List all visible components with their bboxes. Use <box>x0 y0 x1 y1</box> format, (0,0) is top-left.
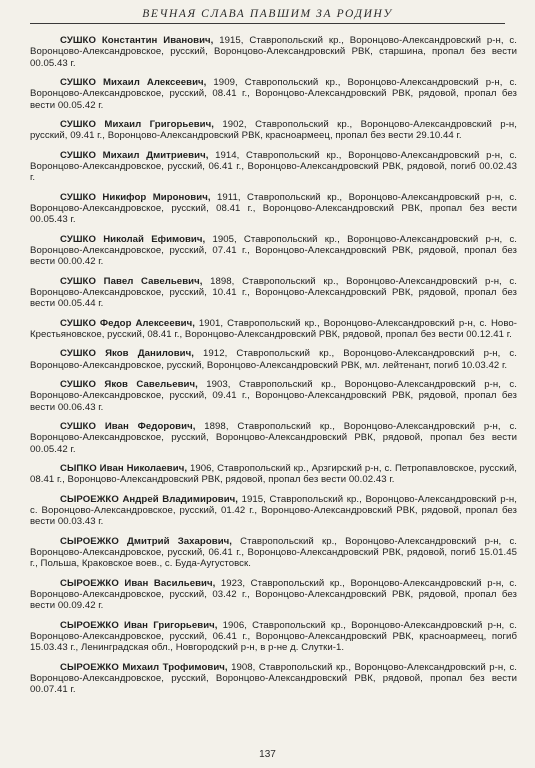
entry-details: 1902, Ставропольский кр., Воронцово-Александровский р-н, русский, 09.41 г., Воронцово-Александровский РВК, красноармеец, пропал без вести 29.10.44 г. <box>30 118 517 142</box>
entry-details: 1915, Ставропольский кр., Воронцово-Александровский р-н, с. Воронцово-Александровское, русский, 01.42 г., Воронцово-Александровский РВК, рядовой, пропал без вести 00.03.43 г. <box>30 493 517 528</box>
entry-name: СЫРОЕЖКО Иван Васильевич, <box>60 577 216 589</box>
list-item <box>30 662 517 696</box>
entry-name: СУШКО Михаил Дмитриевич, <box>60 149 209 161</box>
entry-details: 1906, Ставропольский кр., Воронцово-Александровский р-н, с. Воронцово-Александровское, русский, 06.41 г., Воронцово-Александровский РВК, красноармеец, погиб 15.03.43 г., Ленинградская обл., Новгородский р-н, в р-не д. Слутки-1. <box>30 619 517 654</box>
list-item <box>30 421 517 455</box>
running-header: ВЕЧНАЯ СЛАВА ПАВШИМ ЗА РОДИНУ <box>30 8 505 24</box>
list-item <box>30 318 517 341</box>
entry-details: 1923, Ставропольский кр., Воронцово-Александровский р-н, с. Воронцово-Александровское, русский, 03.42 г., Воронцово-Александровский РВК, рядовой, пропал без вести 00.09.42 г. <box>30 577 517 612</box>
list-item <box>30 348 517 371</box>
page-number: 137 <box>259 749 276 760</box>
entry-name: СУШКО Михаил Алексеевич, <box>60 76 207 88</box>
list-item <box>30 578 517 612</box>
entry-name: СУШКО Яков Савельевич, <box>60 378 198 390</box>
entry-details: 1914, Ставропольский кр., Воронцово-Александровский р-н, с. Воронцово-Александровское, русский, 06.41 г., Воронцово-Александровский РВК, рядовой, погиб 00.02.43 г. <box>30 149 518 184</box>
entry-details: 1898, Ставропольский кр., Воронцово-Александровский р-н, с. Воронцово-Александровское, русский, Воронцово-Александровский РВК, рядовой, пропал без вести 00.05.42 г. <box>30 420 518 455</box>
entry-name: СЫРОЕЖКО Дмитрий Захарович, <box>60 535 232 547</box>
entry-details: 1911, Ставропольский кр., Воронцово-Александровский р-н, с. Воронцово-Александровское, русский, 08.41 г., Воронцово-Александровский РВК, пропал без вести 00.05.43 г. <box>30 191 517 226</box>
list-item <box>30 192 517 226</box>
entry-name: СУШКО Константин Иванович, <box>60 35 214 46</box>
entry-name: СУШКО Николай Ефимович, <box>60 233 206 245</box>
list-item <box>30 77 517 111</box>
list-item <box>30 150 517 184</box>
entry-details: 1908, Ставропольский кр., Воронцово-Александровский р-н, с. Воронцово-Александровское, русский, Воронцово-Александровский РВК, рядовой, пропал без вести 00.07.41 г. <box>30 661 518 696</box>
entry-list <box>30 35 517 704</box>
entry-name: СЫПКО Иван Николаевич, <box>60 462 188 474</box>
list-item <box>30 620 517 654</box>
entry-name: СУШКО Павел Савельевич, <box>60 275 203 287</box>
list-item <box>30 119 517 142</box>
entry-name: СЫРОЕЖКО Михаил Трофимович, <box>60 661 228 673</box>
entry-details: 1906, Ставропольский кр., Арзгирский р-н, с. Петропавловское, русский, 08.41 г., Воронцово-Александровский РВК, рядовой, пропал без вести 00.02.43 г. <box>30 462 517 486</box>
list-item <box>30 276 517 310</box>
entry-details: 1915, Ставропольский кр., Воронцово-Александровский р-н, с. Воронцово-Александровское, русский, Воронцово-Александровский РВК, старшина, пропал без вести 00.05.43 г. <box>30 35 517 69</box>
entry-name: СУШКО Яков Данилович, <box>60 348 194 360</box>
entry-details: 1901, Ставропольский кр., Воронцово-Александровский р-н, с. Ново-Крестьяновское, русский, 08.41 г., Воронцово-Александровский РВК, рядовой, пропал без вести 00.12.41 г. <box>30 317 517 340</box>
entry-name: СУШКО Михаил Григорьевич, <box>60 118 214 130</box>
entry-details: 1912, Ставропольский кр., Воронцово-Александровский р-н, с. Воронцово-Александровское, русский, Воронцово-Александровский РВК, мл. лейтенант, погиб 10.03.42 г. <box>30 348 517 371</box>
entry-name: СЫРОЕЖКО Иван Григорьевич, <box>60 619 218 631</box>
entry-name: СУШКО Иван Федорович, <box>60 420 196 432</box>
list-item <box>30 35 517 69</box>
entry-details: Ставропольский кр., Воронцово-Александровский р-н, с. Воронцово-Александровское, русский, 06.41 г., Воронцово-Александровский РВК, рядовой, погиб 15.01.45 г., Польша, Краковское воев., с. Буда-Аугустовск. <box>30 535 518 570</box>
list-item <box>30 379 517 413</box>
list-item <box>30 234 517 268</box>
entry-details: 1909, Ставропольский кр., Воронцово-Александровский р-н, с. Воронцово-Александровское, русский, 08.41 г., Воронцово-Александровский РВК, рядовой, пропал без вести 00.05.42 г. <box>30 76 518 111</box>
entry-name: СУШКО Федор Алексеевич, <box>60 317 195 329</box>
entry-details: 1905, Ставропольский кр., Воронцово-Александровский р-н, с. Воронцово-Александровское, русский, 07.41 г., Воронцово-Александровский РВК, рядовой, пропал без вести 00.00.42 г. <box>30 233 518 268</box>
entry-name: СЫРОЕЖКО Андрей Владимирович, <box>60 493 239 505</box>
entry-details: 1898, Ставропольский кр., Воронцово-Александровский р-н, с. Воронцово-Александровское, русский, 10.41 г., Воронцово-Александровский РВК, рядовой, пропал без вести 00.05.44 г. <box>30 275 517 310</box>
entry-details: 1903, Ставропольский кр., Воронцово-Александровский р-н, с. Воронцово-Александровское, русский, 09.41 г., Воронцово-Александровский РВК, рядовой, пропал без вести 00.06.43 г. <box>30 378 517 413</box>
list-item <box>30 463 517 486</box>
list-item <box>30 494 517 528</box>
entry-name: СУШКО Никифор Миронович, <box>60 191 211 203</box>
list-item <box>30 536 517 570</box>
